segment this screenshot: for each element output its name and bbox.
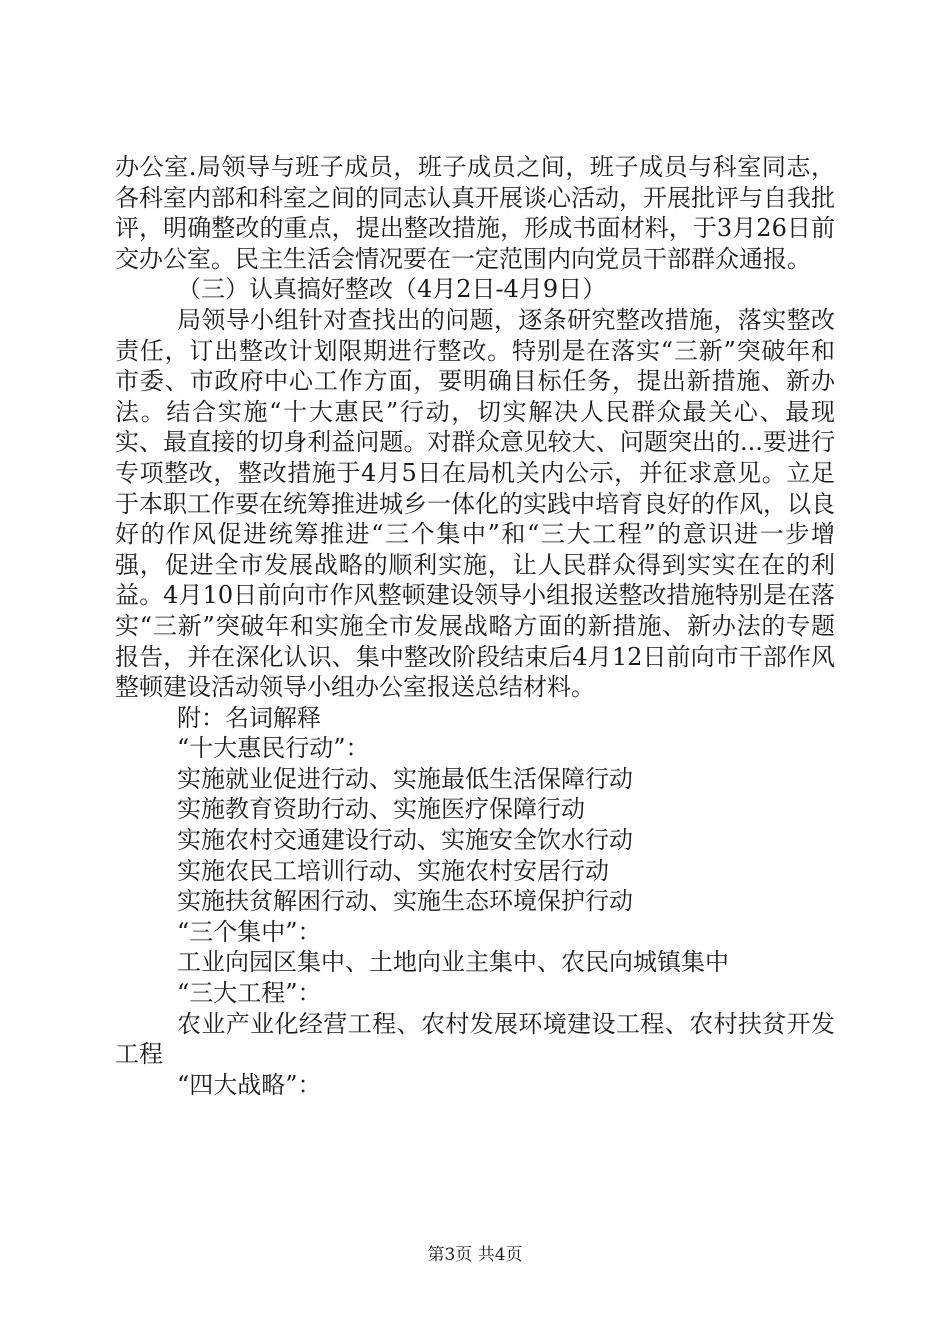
document-body: [115, 152, 835, 1100]
glossary-item: 农业产业化经营工程、农村发展环境建设工程、农村扶贫开发工程: [115, 1009, 835, 1069]
glossary-heading: 附：名词解释: [177, 703, 321, 732]
glossary-item: 实施扶贫解困行动、实施生态环境保护行动: [177, 887, 633, 916]
glossary-term-three-concentrations: “三个集中”：: [177, 917, 322, 946]
glossary-item: 实施农民工培训行动、实施农村安居行动: [177, 856, 609, 885]
section-heading-rectification: （三）认真搞好整改（4月2日-4月9日）: [177, 275, 607, 304]
paragraph-rectification: 局领导小组针对查找出的问题，逐条研究整改措施，落实整改责任，订出整改计划限期进行整改。特别是在落实“三新”突破年和市委、市政府中心工作方面，要明确目标任务，提出新措施、新办法。结合实施“十大惠民”行动，切实解决人民群众最关心、最现实、最直接的切身利益问题。对群众意见较大、问题突出的...要进行专项整改，整改措施于4月5日在局机关内公示，并征求意见。立足于本职工作要在统筹推进城乡一体化的实践中培育良好的作风，以良好的作风促进统筹推进“三个集中”和“三大工程”的意识进一步增强，促进全市发展战略的顺利实施，让人民群众得到实实在在的利益。4月10日前向市作风整顿建设领导小组报送整改措施特别是在落实“三新”突破年和实施全市发展战略方面的新措施、新办法的专题报告，并在深化认识、集中整改阶段结束后4月12日前向市干部作风整顿建设活动领导小组办公室报送总结材料。: [115, 305, 835, 702]
glossary-item: 实施就业促进行动、实施最低生活保障行动: [177, 764, 633, 793]
page-number-footer: 第3页 共4页: [427, 1245, 523, 1265]
glossary-term-ten-actions: “十大惠民行动”：: [177, 734, 370, 763]
glossary-item: 实施农村交通建设行动、实施安全饮水行动: [177, 826, 633, 855]
glossary-term-three-projects: “三大工程”：: [177, 979, 322, 1008]
paragraph-continuation: 办公室.局领导与班子成员，班子成员之间，班子成员与科室同志，各科室内部和科室之间的同志认真开展谈心活动，开展批评与自我批评，明确整改的重点，提出整改措施，形成书面材料，于3月26日前交办公室。民主生活会情况要在一定范围内向党员干部群众通报。: [115, 153, 835, 273]
glossary-item: 实施教育资助行动、实施医疗保障行动: [177, 795, 585, 824]
glossary-term-four-strategies: “四大战略”：: [177, 1070, 322, 1099]
glossary-item: 工业向园区集中、土地向业主集中、农民向城镇集中: [177, 948, 729, 977]
